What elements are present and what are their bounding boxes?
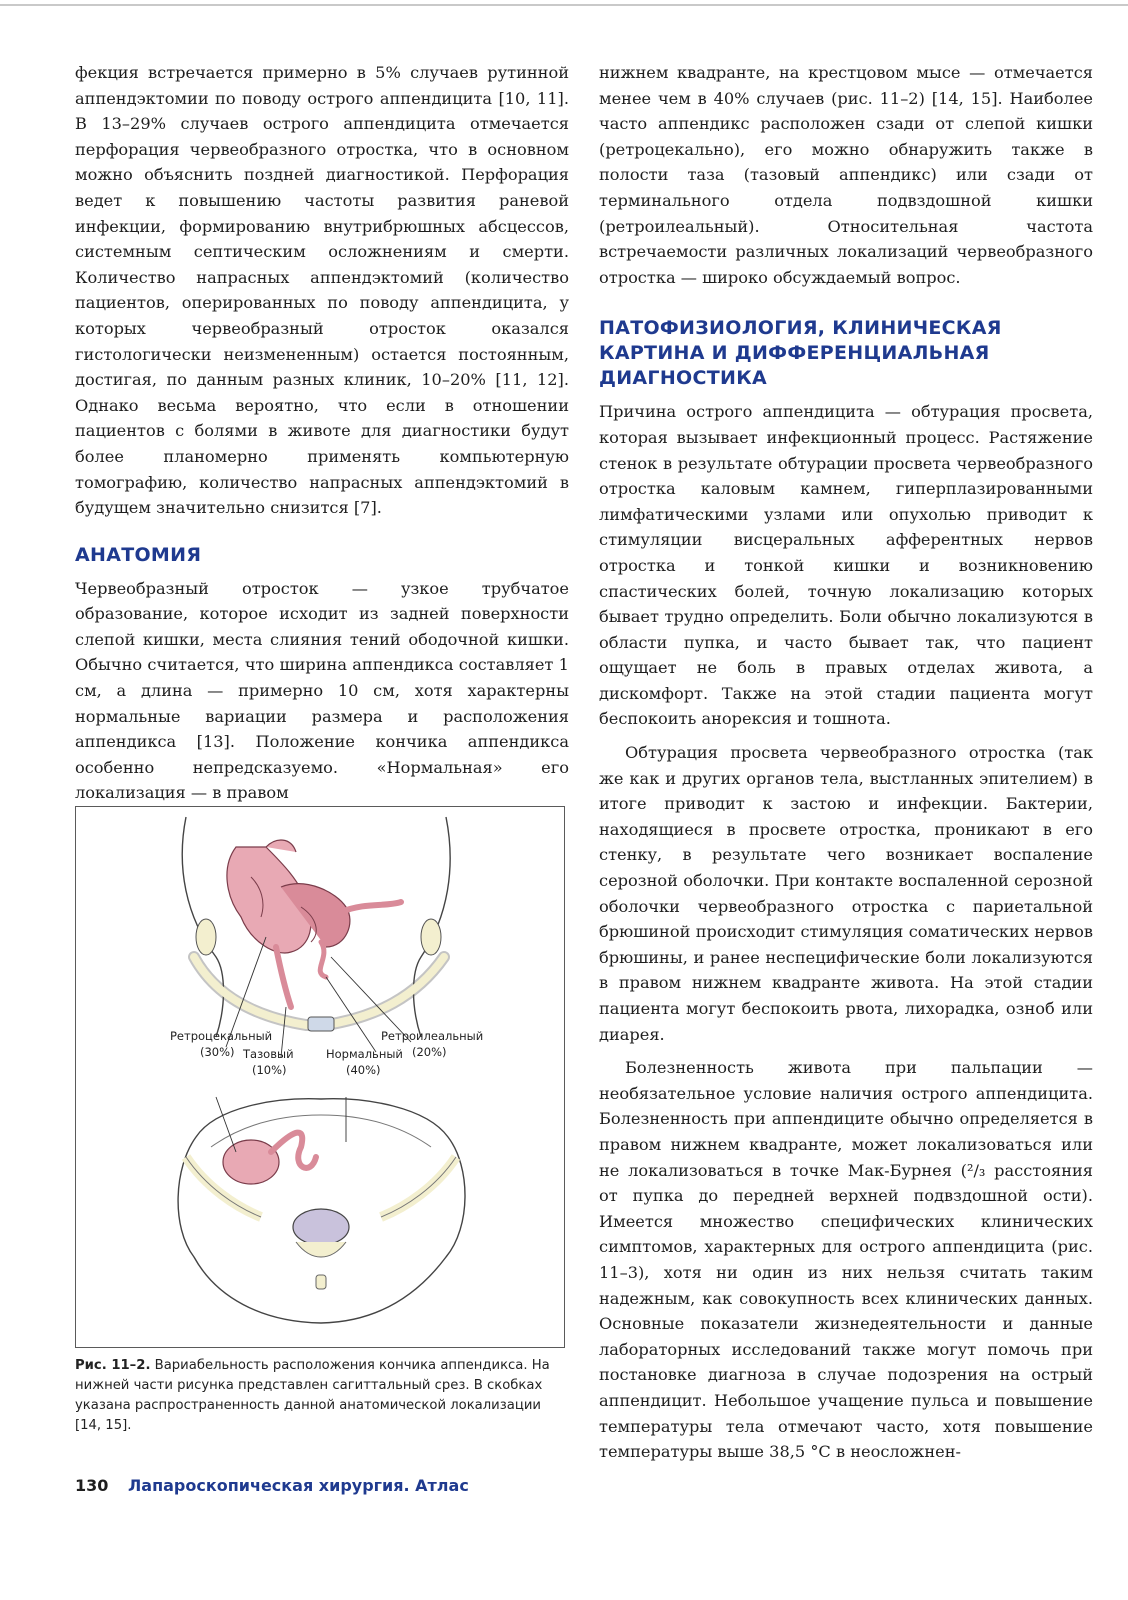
right-column [599,60,1093,1465]
appendix-illustration [76,807,564,1347]
right-paragraph-1: нижнем квадранте, на крестцовом мысе — отмечается менее чем в 40% случаев (рис. 11–2) [14, 15]. Наиболее часто аппендикс расположен сзади от слепой кишки (ретроцекально), его можно обнаружить также в полости таза (тазовый аппендикс) или сзади от терминального отдела подвздошной кишки (ретроилеальный). Относительная частота встречаемости различных локализаций червеобразного отростка — широко обсуждаемый вопрос. [599,63,1093,287]
figure-caption [75,1356,569,1436]
book-title: Лапароскопическая хирургия. Атлас [127,1476,469,1495]
left-column [75,60,569,806]
right-paragraph-4: Болезненность живота при пальпации — необязательное условие наличия острого аппендицита. Болезненность при аппендиците обычно определяется в правом нижнем квадранте, может локализоваться или не локализоваться в точке Мак-Бурнея (²/₃ расстояния от пупка до передней верхней подвздошной ости). Имеется множество специфических клинических симптомов, характерных для острого аппендицита (рис. 11–3), хотя ни один из них нельзя считать таким надежным, как совокупность всех клинических данных. Основные показатели жизнедеятельности и данные лабораторных исследований также могут помочь при постановке диагноза в случае подозрения на острый аппендицит. Небольшое учащение пульса и повышение температуры тела отмечают часто, хотя повышение температуры выше 38,5 °C в неосложнен- [599,1058,1093,1462]
caption-number: Рис. 11–2. [75,1358,151,1373]
page-footer [75,1476,469,1495]
label-pelvic-pct: (10%) [252,1063,287,1077]
page-number: 130 [75,1476,109,1495]
heading-pathophysiology: ПАТОФИЗИОЛОГИЯ, КЛИНИЧЕСКАЯ КАРТИНА И ДИФФЕРЕНЦИАЛЬНАЯ ДИАГНОСТИКА [599,317,1002,390]
anatomy-figure [75,806,565,1348]
label-retrocecal-pct: (30%) [200,1045,235,1059]
caption-text: Вариабельность расположения кончика аппендикса. На нижней части рисунка представлен сагиттальный срез. В скобках указана распространенность данной анатомической локализации [14, 15]. [75,1358,550,1433]
label-retrocecal: Ретроцекальный [170,1029,273,1043]
left-paragraph-2: Червеобразный отросток — узкое трубчатое образование, которое исходит из задней поверхности слепой кишки, места слияния тений ободочной кишки. Обычно считается, что ширина аппендикса составляет 1 см, а длина — примерно 10 см, хотя характерны нормальные вариации размера и расположения аппендикса [13]. Положение кончика аппендикса особенно непредсказуемо. «Нормальная» его локализация — в правом [75,578,569,803]
label-retroileal: Ретроилеальный [381,1029,484,1043]
label-normal: Нормальный [326,1047,403,1061]
left-paragraph-1: фекция встречается примерно в 5% случаев рутинной аппендэктомии по поводу острого аппендицита [10, 11]. В 13–29% случаев острого аппендицита отмечается перфорация червеобразного отростка, что в основном можно объяснить поздней диагностикой. Перфорация ведет к повышению частоты развития раневой инфекции, формированию внутрибрюшных абсцессов, системным септическим осложнениям и смерти. Количество напрасных аппендэктомий (количество пациентов, оперированных по поводу аппендицита, у которых червеобразный отросток оказался гистологически неизмененным) остается постоянным, достигая, по данным разных клиник, 10–20% [11, 12]. Однако весьма вероятно, что если в отношении пациентов с болями в животе для диагностики будут более планомерно применять компьютерную томографию, количество напрасных аппендэктомий в будущем значительно снизится [7]. [75,63,569,518]
right-paragraph-2: Причина острого аппендицита — обтурация просвета, которая вызывает инфекционный процесс. Растяжение стенок в результате обтурации просвета червеобразного отростка каловым камнем, гиперплазированными лимфатическими узлами или опухолью приводит к стимуляции висцеральных афферентных нервов отростка и тонкой кишки и возникновению спастических болей, точную локализацию которых бывает трудно определить. Боли обычно локализуются в области пупка, и часто бывает так, что пациент ощущает не боль в правых отделах живота, а дискомфорт. Также на этой стадии пациента могут беспокоить анорексия и тошнота. [599,402,1093,729]
label-retroileal-pct: (20%) [412,1045,447,1059]
heading-anatomy: АНАТОМИЯ [75,543,202,566]
right-paragraph-3: Обтурация просвета червеобразного отростка (так же как и других органов тела, выстланных эпителием) в итоге приводит к застою и инфекции. Бактерии, находящиеся в просвете отростка, проникают в его стенку, в результате чего возникает воспаление серозной оболочки. При контакте воспаленной серозной оболочки червеобразного отростка с париетальной брюшиной происходит стимуляция соматических нервов брюшины, и ранее неспецифические боли локализуются в правом нижнем квадранте живота. На этой стадии пациента могут беспокоить рвота, лихорадка, озноб или диарея. [599,743,1093,1044]
label-pelvic: Тазовый [243,1047,294,1061]
label-normal-pct: (40%) [346,1063,381,1077]
top-rule [0,4,1128,6]
